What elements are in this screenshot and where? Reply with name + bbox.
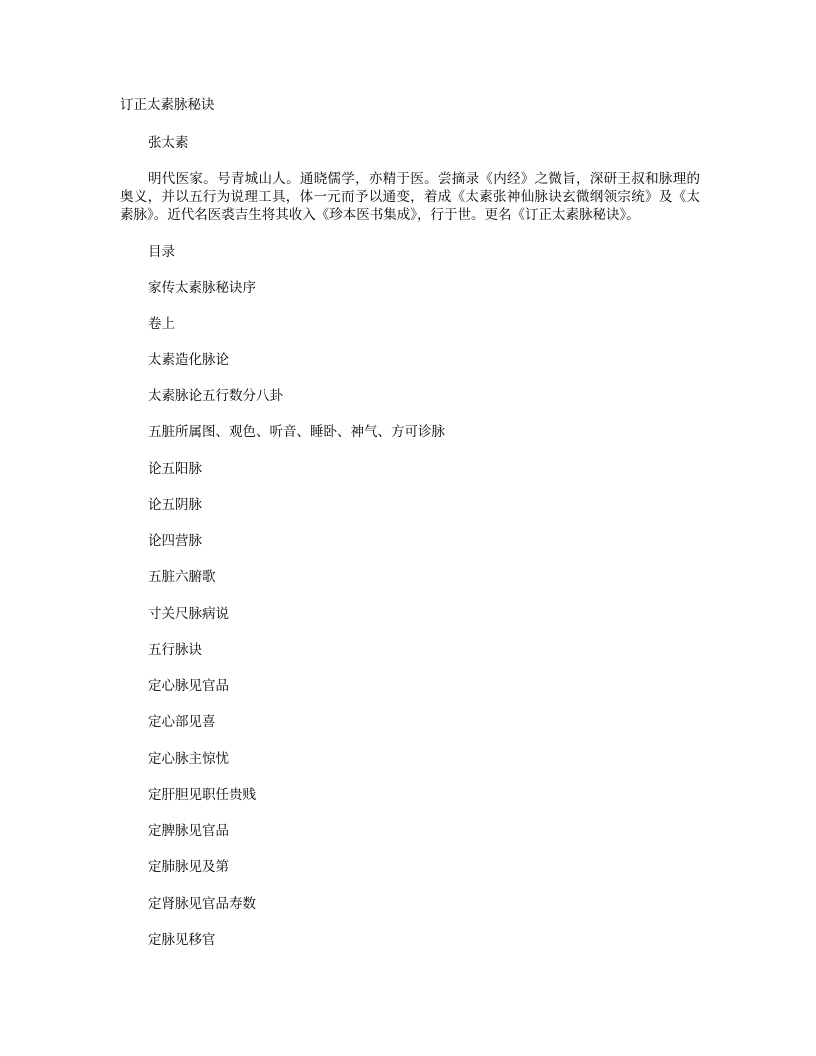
author-name: 张太素 [148,135,189,151]
toc-item: 卷上 [148,316,175,332]
toc-heading: 目录 [148,244,175,260]
toc-item: 五脏六腑歌 [148,569,216,585]
toc-item: 论五阴脉 [148,497,202,513]
toc-item: 定脉见移官 [148,932,216,948]
toc-item: 寸关尺脉病说 [148,606,229,622]
toc-item: 五脏所属图、观色、听音、睡卧、神气、方可诊脉 [148,424,445,440]
toc-item: 定肾脉见官品寿数 [148,896,256,912]
toc-item: 太素脉论五行数分八卦 [148,388,283,404]
document-title: 订正太素脉秘诀 [120,97,215,113]
toc-item: 太素造化脉论 [148,352,229,368]
toc-item: 论五阳脉 [148,461,202,477]
toc-item: 家传太素脉秘诀序 [148,280,256,296]
toc-item: 定心脉主惊忧 [148,751,229,767]
toc-item: 五行脉诀 [148,642,202,658]
toc-item: 定脾脉见官品 [148,823,229,839]
toc-item: 定肝胆见职任贵贱 [148,787,256,803]
toc-item: 定肺脉见及第 [148,859,229,875]
toc-item: 定心部见喜 [148,714,216,730]
intro-paragraph: 明代医家。号青城山人。通晓儒学，亦精于医。尝摘录《内经》之微旨，深研王叔和脉理的奥义，并以五行为说理工具，体一元而予以通变，着成《太素张神仙脉诀玄微纲领宗统》及《太素脉》。近代名医裘吉生将其收入《珍本医书集成》，行于世。更名《订正太素脉秘诀》。 [120,171,700,223]
toc-item: 论四营脉 [148,533,202,549]
toc-item: 定心脉见官品 [148,678,229,694]
